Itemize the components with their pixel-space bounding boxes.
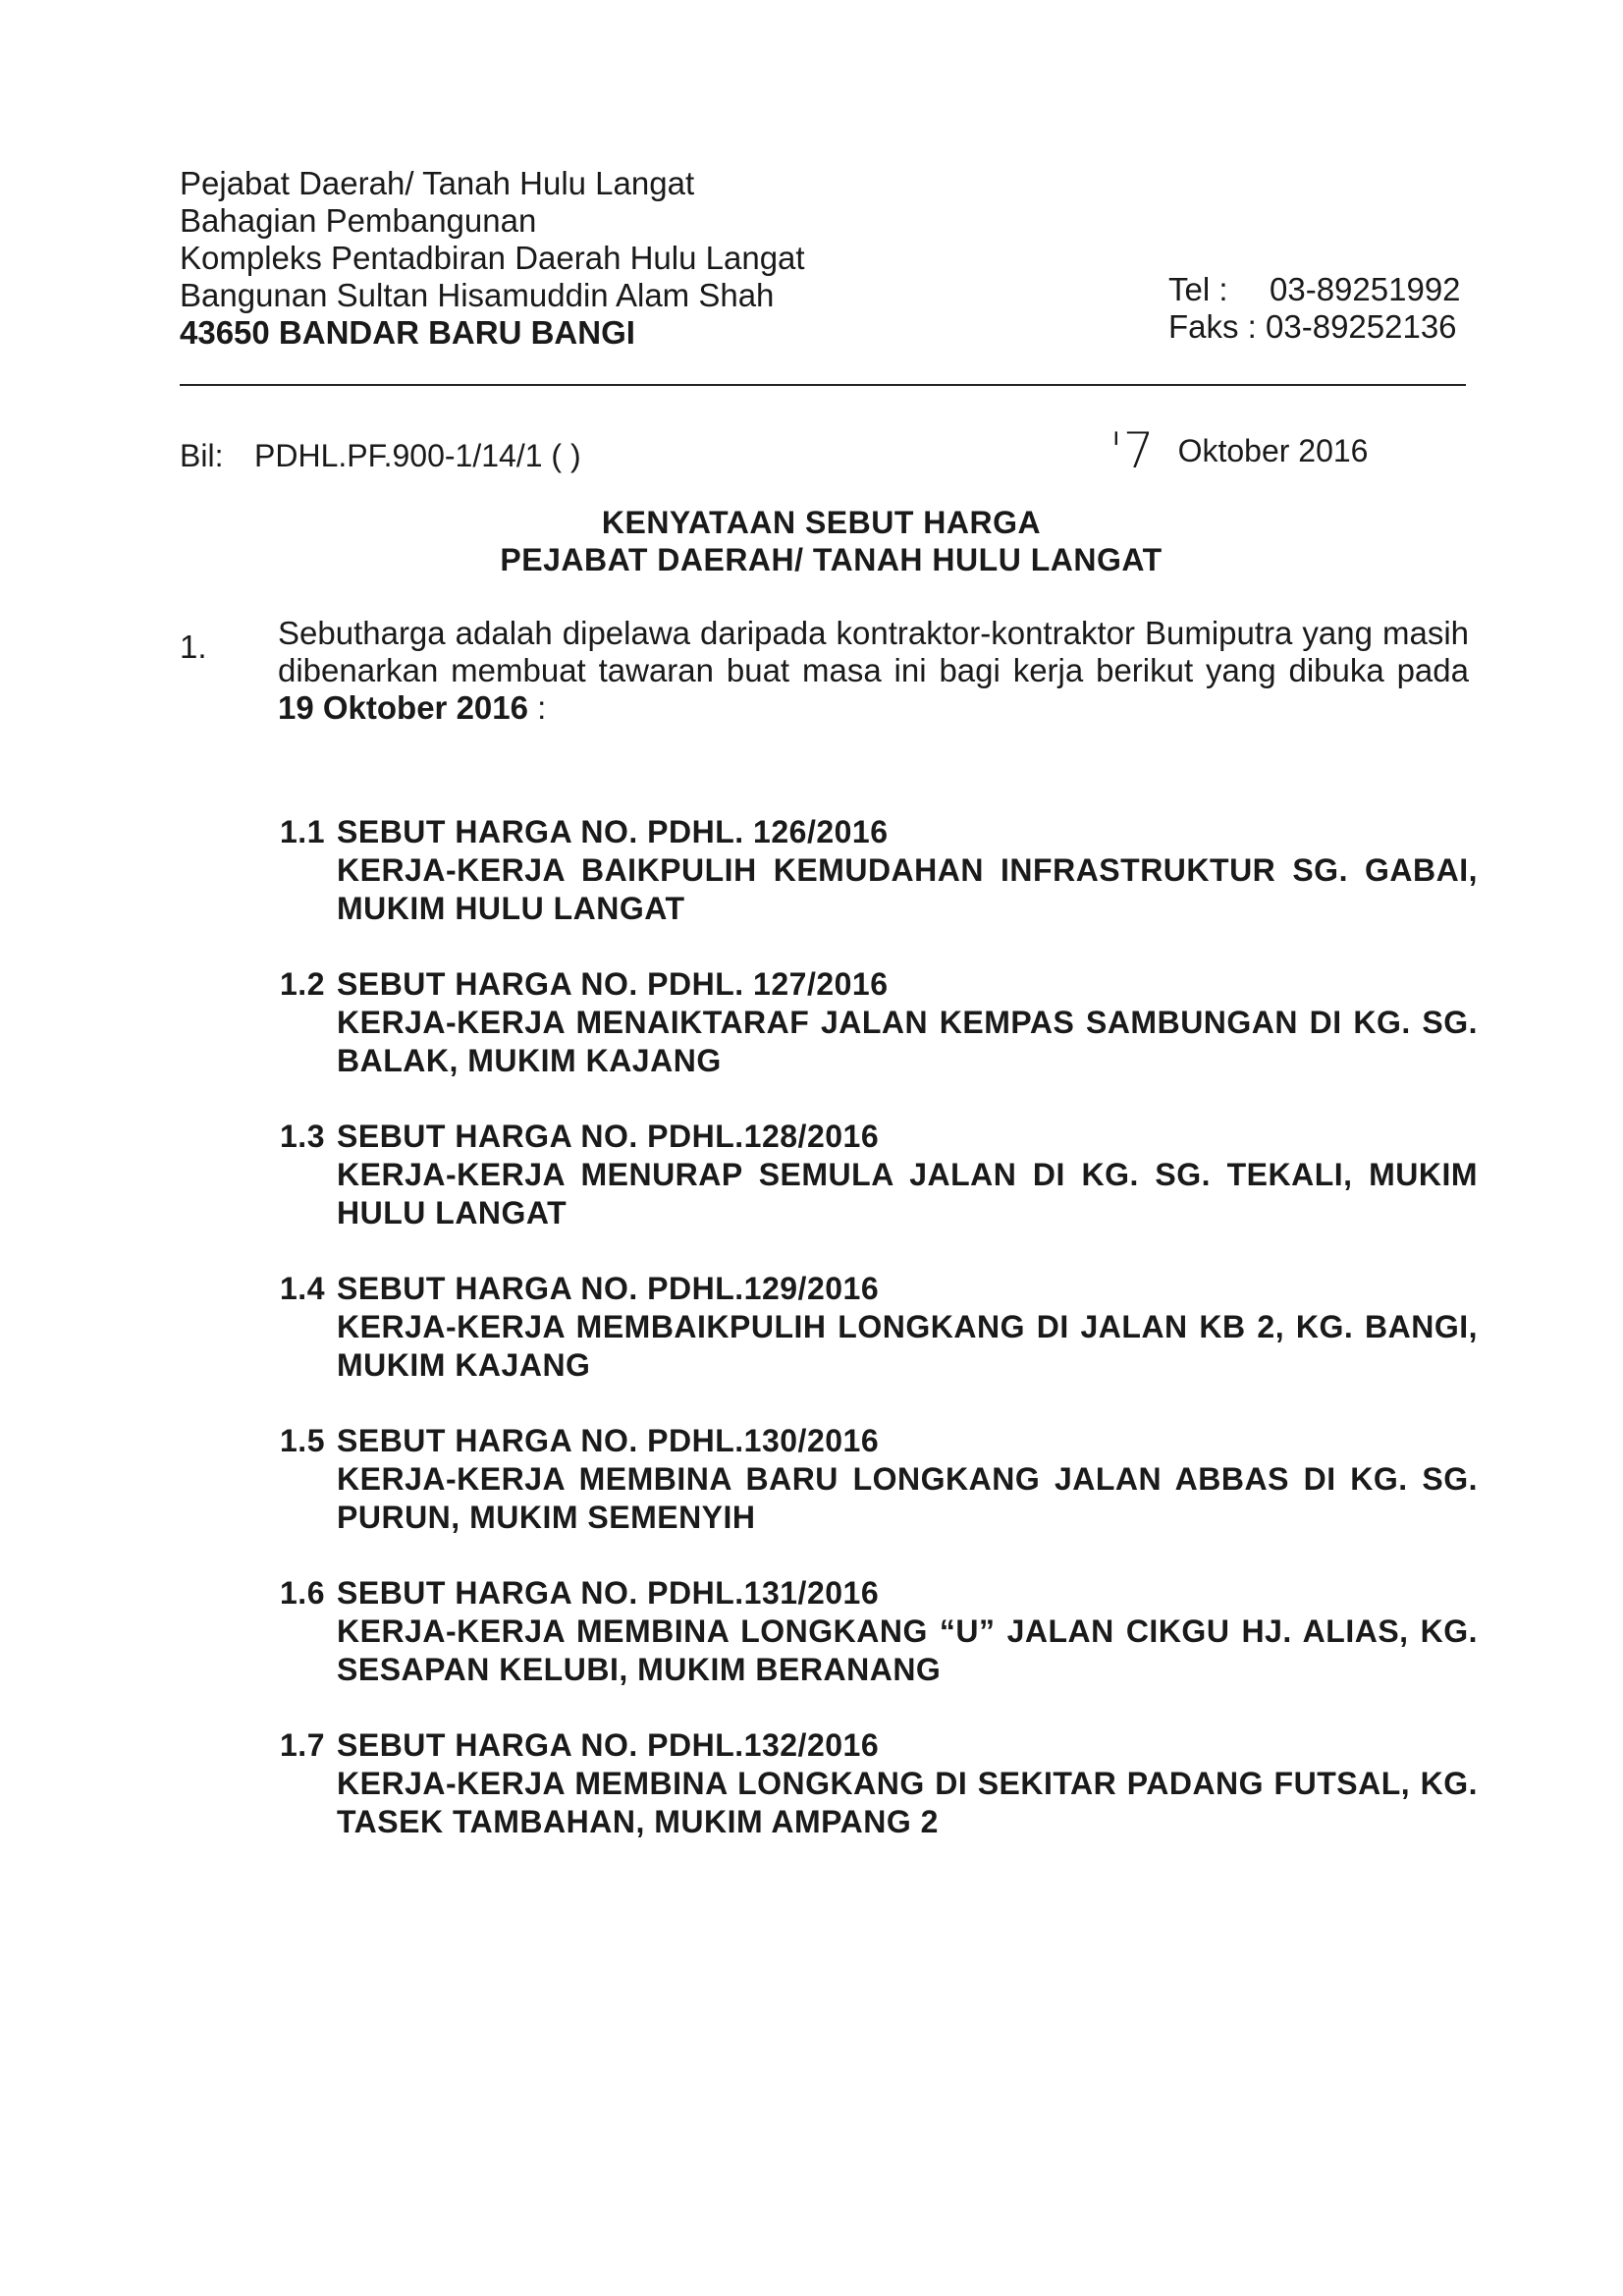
paragraph-suffix: : — [527, 689, 547, 726]
address-line: Bahagian Pembangunan — [180, 202, 537, 239]
item-reference: SEBUT HARGA NO. PDHL.128/2016 — [337, 1119, 880, 1154]
item-number: 1.4 — [280, 1271, 325, 1306]
item-reference: SEBUT HARGA NO. PDHL.130/2016 — [337, 1423, 880, 1458]
notice-subtitle: PEJABAT DAERAH/ TANAH HULU LANGAT — [500, 542, 1163, 577]
address-line: Pejabat Daerah/ Tanah Hulu Langat — [180, 165, 695, 201]
item-description: KERJA-KERJA MENAIKTARAF JALAN KEMPAS SAMBUNGAN DI KG. SG. BALAK, MUKIM KAJANG — [337, 1005, 1478, 1078]
item-reference: SEBUT HARGA NO. PDHL.131/2016 — [337, 1575, 880, 1611]
bil-value: PDHL.PF.900-1/14/1 ( ) — [254, 438, 581, 473]
item-number: 1.3 — [280, 1119, 325, 1154]
paragraph-text: Sebutharga adalah dipelawa daripada kontraktor-kontraktor Bumiputra yang masih dibenarkan membuat tawaran buat masa ini bagi kerja berikut yang dibuka pada — [278, 615, 1469, 688]
item-description: KERJA-KERJA BAIKPULIH KEMUDAHAN INFRASTRUKTUR SG. GABAI, MUKIM HULU LANGAT — [337, 852, 1478, 926]
paragraph-number: 1. — [180, 629, 207, 665]
contact-block — [1168, 271, 1461, 346]
fax-row: Faks : 03-89252136 — [1168, 308, 1457, 345]
opening-date: 19 Oktober 2016 — [278, 689, 528, 726]
quotation-item — [280, 1118, 1478, 1232]
header-divider — [180, 384, 1466, 386]
item-description: KERJA-KERJA MEMBINA LONGKANG “U” JALAN CIKGU HJ. ALIAS, KG. SESAPAN KELUBI, MUKIM BERANANG — [337, 1613, 1478, 1687]
tel-row — [1168, 271, 1461, 308]
item-description: KERJA-KERJA MENURAP SEMULA JALAN DI KG. SG. TEKALI, MUKIM HULU LANGAT — [337, 1157, 1478, 1230]
tel-label: Tel : — [1168, 271, 1228, 307]
date-text: Oktober 2016 — [1177, 433, 1369, 468]
address-line: Bangunan Sultan Hisamuddin Alam Shah — [180, 277, 775, 313]
item-reference: SEBUT HARGA NO. PDHL.129/2016 — [337, 1271, 880, 1306]
item-number: 1.2 — [280, 966, 325, 1002]
item-number: 1.1 — [280, 814, 325, 849]
quotation-item — [280, 1574, 1478, 1689]
item-description: KERJA-KERJA MEMBAIKPULIH LONGKANG DI JALAN KB 2, KG. BANGI, MUKIM KAJANG — [337, 1309, 1478, 1383]
notice-title: KENYATAAN SEBUT HARGA — [601, 505, 1042, 540]
quotation-item — [280, 1422, 1478, 1537]
item-reference: SEBUT HARGA NO. PDHL. 127/2016 — [337, 966, 889, 1002]
tel-number: 03-89251992 — [1270, 271, 1461, 307]
item-number: 1.5 — [280, 1423, 325, 1458]
quotation-item — [280, 813, 1478, 928]
item-number: 1.7 — [280, 1727, 325, 1763]
invitation-paragraph — [278, 615, 1469, 727]
quotation-item — [280, 965, 1478, 1080]
sender-address — [180, 165, 805, 352]
handwritten-day: '7 — [1109, 422, 1155, 479]
quotation-item — [280, 1726, 1478, 1841]
item-reference: SEBUT HARGA NO. PDHL.132/2016 — [337, 1727, 880, 1763]
address-postcode-line: 43650 BANDAR BARU BANGI — [180, 314, 635, 351]
bil-label: Bil: — [180, 438, 224, 473]
item-reference: SEBUT HARGA NO. PDHL. 126/2016 — [337, 814, 889, 849]
item-description: KERJA-KERJA MEMBINA BARU LONGKANG JALAN ABBAS DI KG. SG. PURUN, MUKIM SEMENYIH — [337, 1461, 1478, 1535]
reference-number — [180, 438, 581, 474]
item-description: KERJA-KERJA MEMBINA LONGKANG DI SEKITAR PADANG FUTSAL, KG. TASEK TAMBAHAN, MUKIM AMPANG 2 — [337, 1766, 1478, 1839]
item-number: 1.6 — [280, 1575, 325, 1611]
quotation-item — [280, 1270, 1478, 1385]
letter-date — [1109, 422, 1368, 479]
address-line: Kompleks Pentadbiran Daerah Hulu Langat — [180, 240, 805, 276]
